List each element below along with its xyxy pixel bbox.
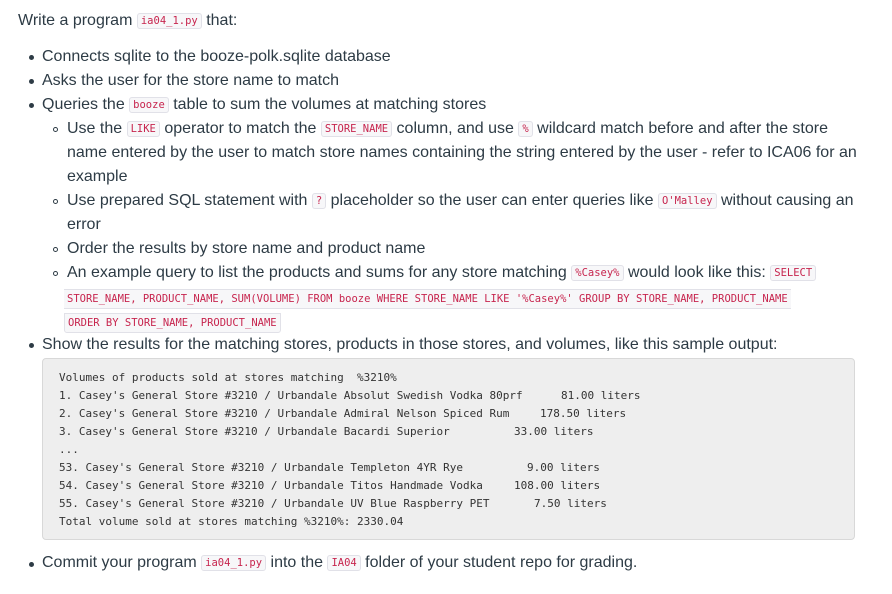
output-total: Total volume sold at stores matching %3210%: 2330.04 — [59, 515, 404, 528]
sub-item-order-results: Order the results by store name and product name — [67, 240, 426, 257]
bullet-dot — [29, 79, 34, 84]
output-row: 1. Casey's General Store #3210 / Urbandale Absolut Swedish Vodka 80prf — [59, 389, 523, 402]
omalley-code: O'Malley — [658, 193, 717, 209]
bullet-dot — [29, 343, 34, 348]
text: column, and use — [392, 120, 519, 137]
folder-name-code: IA04 — [327, 555, 360, 571]
text: Use prepared SQL statement with — [67, 192, 312, 209]
output-row: 55. Casey's General Store #3210 / Urbandale UV Blue Raspberry PET — [59, 497, 490, 510]
sub-item-prepared-statement-cont: error — [67, 216, 101, 233]
output-row: 54. Casey's General Store #3210 / Urbandale Titos Handmade Vodka — [59, 479, 483, 492]
text: placeholder so the user can enter queries like — [326, 192, 658, 209]
text: wildcard match before and after the store — [532, 120, 828, 137]
sub-bullet-circle — [53, 271, 58, 276]
sql-select-code: SELECT — [770, 265, 816, 281]
list-item-show-results: Show the results for the matching stores, products in those stores, and volumes, like this sample output: — [42, 336, 778, 353]
text: Queries the — [42, 96, 130, 113]
intro-line — [18, 11, 237, 31]
text: without causing an — [716, 192, 854, 209]
output-ellipsis: ... — [59, 443, 79, 456]
percent-wildcard-code: % — [518, 121, 532, 137]
list-item-connect: Connects sqlite to the booze-polk.sqlite database — [42, 48, 391, 65]
text: operator to match the — [159, 120, 321, 137]
sub-bullet-circle — [53, 127, 58, 132]
sql-query-line-3: ORDER BY STORE_NAME, PRODUCT_NAME — [64, 313, 281, 333]
intro-text-before: Write a program — [18, 12, 137, 29]
output-row-volume: 81.00 liters — [561, 389, 641, 402]
bullet-dot — [29, 55, 34, 60]
text: Use the — [67, 120, 127, 137]
list-item-queries — [42, 95, 486, 115]
output-row-volume: 108.00 liters — [514, 479, 601, 492]
output-row: 53. Casey's General Store #3210 / Urbandale Templeton 4YR Rye — [59, 461, 463, 474]
list-item-ask-user: Asks the user for the store name to match — [42, 72, 340, 89]
store-name-code: STORE_NAME — [321, 121, 392, 137]
sub-item-like-operator-cont: name entered by the user to match store names containing the string entered by the user - refer to ICA06 for an — [67, 144, 857, 161]
bullet-dot — [29, 103, 34, 108]
placeholder-code: ? — [312, 193, 326, 209]
like-code: LIKE — [127, 121, 160, 137]
sub-bullet-circle — [53, 199, 58, 204]
sub-item-like-operator-cont2: example — [67, 168, 128, 185]
output-row-volume: 9.00 liters — [527, 461, 600, 474]
program-filename-code: ia04_1.py — [201, 555, 266, 571]
program-filename-code: ia04_1.py — [137, 13, 202, 29]
text: into the — [266, 554, 328, 571]
sub-item-like-operator — [67, 119, 828, 139]
intro-text-after: that: — [201, 12, 238, 29]
sql-query-line-2: STORE_NAME, PRODUCT_NAME, SUM(VOLUME) FROM booze WHERE STORE_NAME LIKE '%Casey%' GROUP BY STORE_NAME, PRODUCT_NAME — [64, 289, 791, 309]
bullet-dot — [29, 562, 34, 567]
text: would look like this: — [623, 264, 771, 281]
booze-table-code: booze — [129, 97, 169, 113]
output-row-volume: 178.50 liters — [540, 407, 627, 420]
list-item-commit — [42, 553, 637, 573]
output-row-volume: 33.00 liters — [514, 425, 594, 438]
sub-item-prepared-statement — [67, 191, 854, 211]
output-row: 2. Casey's General Store #3210 / Urbandale Admiral Nelson Spiced Rum — [59, 407, 510, 420]
sub-bullet-circle — [53, 247, 58, 252]
text: table to sum the volumes at matching stores — [168, 96, 487, 113]
sub-item-example-query — [67, 263, 816, 283]
text: An example query to list the products and sums for any store matching — [67, 264, 572, 281]
casey-pattern-code: %Casey% — [571, 265, 623, 281]
text: folder of your student repo for grading. — [360, 554, 638, 571]
output-row-volume: 7.50 liters — [534, 497, 607, 510]
output-row: 3. Casey's General Store #3210 / Urbandale Bacardi Superior — [59, 425, 450, 438]
sample-output-code-block — [42, 358, 855, 540]
text: Commit your program — [42, 554, 202, 571]
output-header: Volumes of products sold at stores matching %3210% — [59, 371, 397, 384]
